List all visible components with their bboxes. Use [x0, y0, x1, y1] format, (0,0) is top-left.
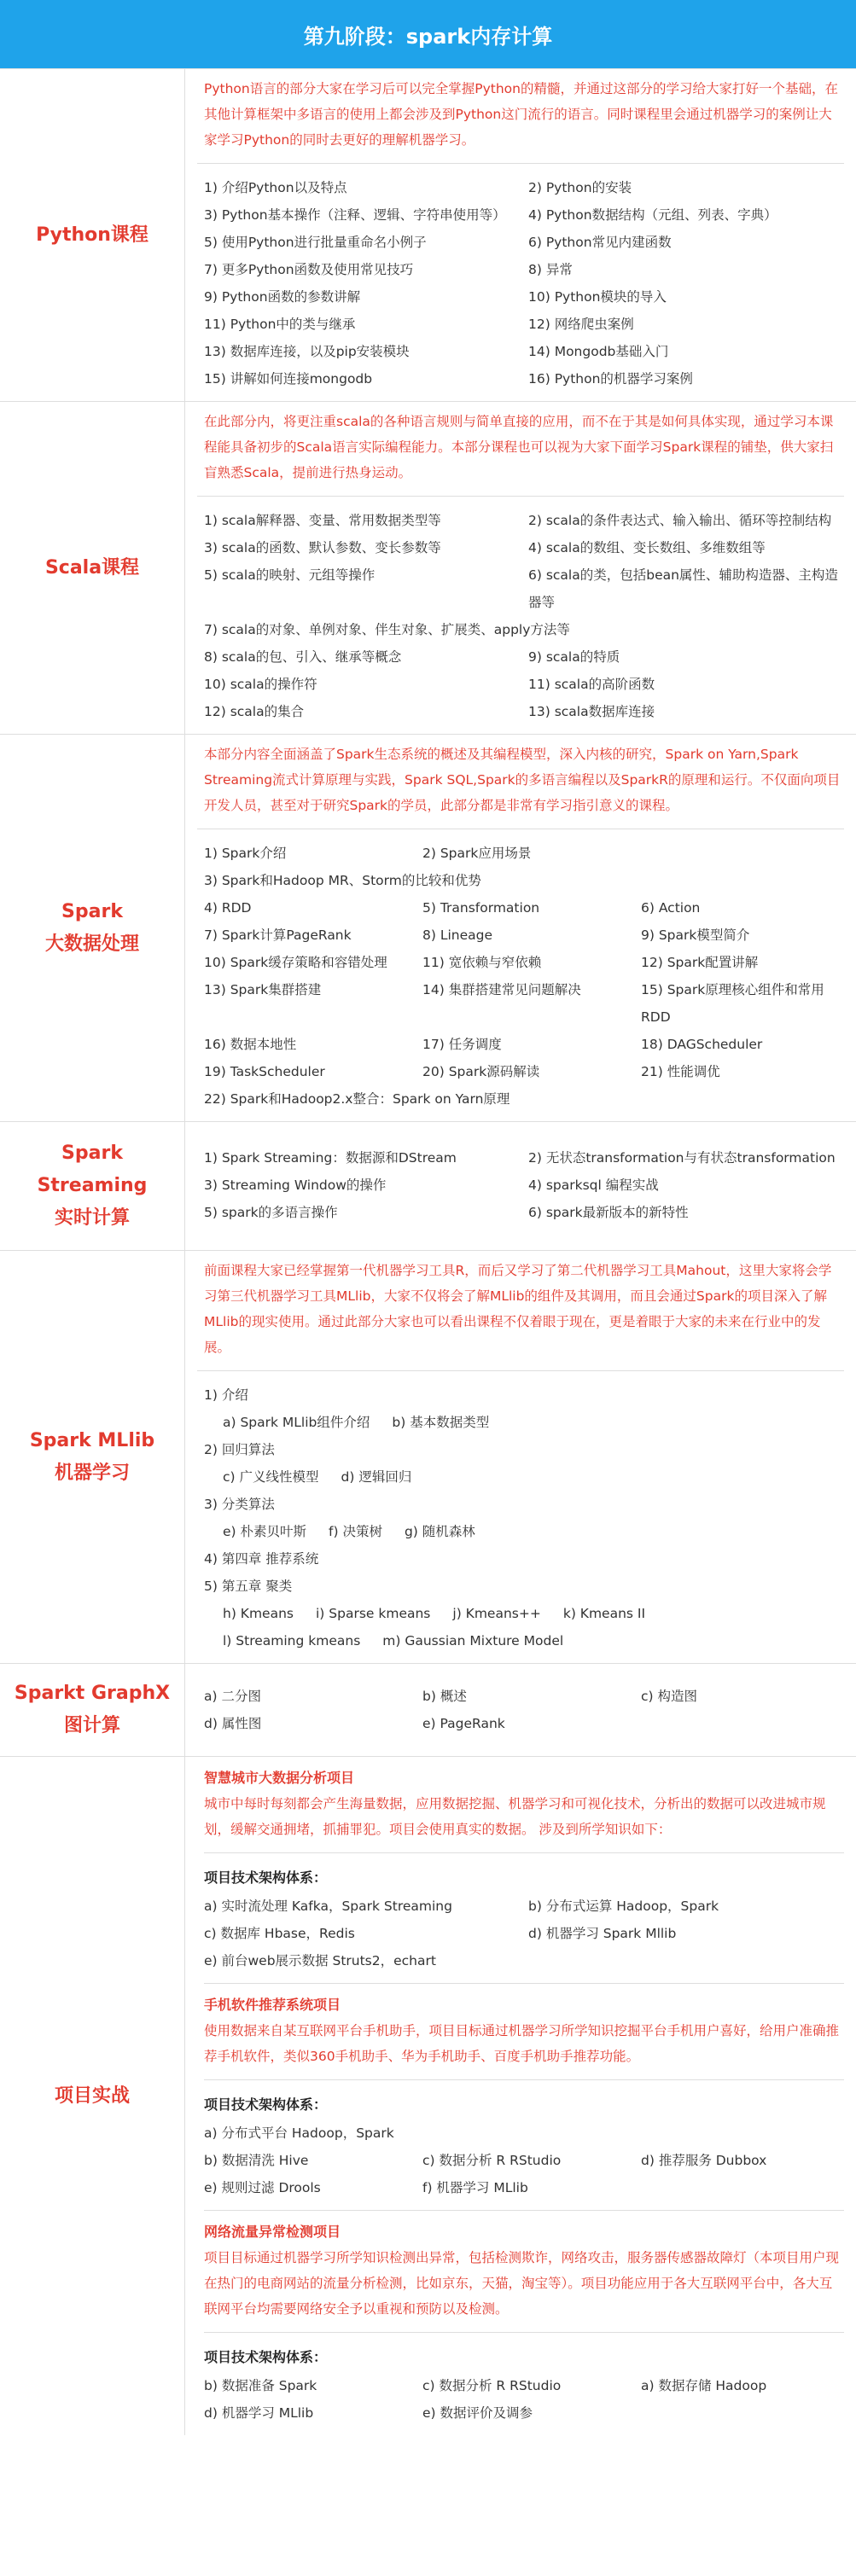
list-item: a) 实时流处理 Kafka，Spark Streaming	[204, 1899, 452, 1914]
section-label: Spark 大数据处理	[44, 900, 139, 955]
project-description: 使用数据来自某互联网平台手机助手，项目目标通过机器学习所学知识挖掘平台手机用户喜好，给用户准确推荐手机软件，类似360手机助手、华为手机助手、百度手机助手推荐功能。	[204, 2018, 844, 2080]
list-item: 2) 回归算法	[204, 1442, 275, 1457]
list-item: e) 规则过滤 Drools	[204, 2180, 321, 2195]
list-item: 8) scala的包、引入、继承等概念	[204, 649, 402, 665]
list-item: 7) 更多Python函数及使用常见技巧	[204, 262, 414, 277]
list-item: 20) Spark源码解读	[422, 1064, 540, 1079]
list-item: 1) scala解释器、变量、常用数据类型等	[204, 513, 441, 528]
list-item: e) PageRank	[422, 1716, 505, 1731]
topic-list	[197, 1664, 844, 1756]
section-spark	[0, 734, 856, 1121]
list-item: c) 数据分析 R RStudio	[422, 2378, 562, 2393]
list-item: 4) sparksql 编程实战	[528, 1178, 659, 1193]
list-item: 4) RDD	[204, 900, 252, 916]
section-mllib	[0, 1250, 856, 1663]
list-item: c) 广义线性模型	[223, 1469, 319, 1485]
section-label: Scala课程	[44, 556, 140, 579]
list-item: 5) spark的多语言操作	[204, 1205, 338, 1220]
list-item: 15) Spark原理核心组件和常用RDD	[641, 982, 824, 1025]
list-item: d) 属性图	[204, 1716, 262, 1731]
list-item: h) Kmeans	[223, 1606, 294, 1621]
section-description: 前面课程大家已经掌握第一代机器学习工具R，而后又学习了第二代机器学习工具Mahout，这里大家将会学习第三代机器学习工具MLlib，大家不仅将会了解MLlib的组件及其调用，而且会通过Spark的项目深入了解MLlib的现实使用。通过此部分大家也可以看出课程不仅着眼于现在，更是着眼于大家的未来在行业中的发展。	[197, 1251, 844, 1371]
list-item: 4) 第四章 推荐系统	[204, 1551, 319, 1567]
project-traffic-anomaly	[197, 2211, 844, 2435]
section-label: 项目实战	[54, 2085, 130, 2107]
list-item: c) 数据库 Hbase，Redis	[204, 1926, 355, 1941]
list-item: 1) Spark Streaming：数据源和DStream	[204, 1150, 457, 1166]
architecture-title: 项目技术架构体系：	[204, 2096, 328, 2113]
list-item: 9) Spark模型简介	[641, 927, 750, 943]
list-item: 10) scala的操作符	[204, 677, 317, 692]
list-item: b) 数据清洗 Hive	[204, 2153, 309, 2168]
list-item: 1) 介绍	[204, 1387, 248, 1403]
stage-header	[0, 0, 856, 68]
list-item: 13) scala数据库连接	[528, 704, 655, 719]
project-app-recommendation	[197, 1984, 844, 2211]
list-item: 7) Spark计算PageRank	[204, 927, 352, 943]
list-item: 16) Python的机器学习案例	[528, 371, 693, 387]
list-item: 16) 数据本地性	[204, 1037, 297, 1052]
project-architecture	[204, 2333, 844, 2435]
list-item: 2) scala的条件表达式、输入输出、循环等控制结构	[528, 513, 832, 528]
list-item: a) 数据存储 Hadoop	[641, 2378, 767, 2393]
list-item: c) 构造图	[641, 1689, 697, 1704]
list-item: 3) Streaming Window的操作	[204, 1178, 387, 1193]
section-python	[0, 68, 856, 401]
list-item: 9) Python函数的参数讲解	[204, 289, 361, 305]
list-item: 12) 网络爬虫案例	[528, 317, 634, 332]
section-scala	[0, 401, 856, 734]
list-item: 3) Python基本操作（注释、逻辑、字符串使用等）	[204, 207, 506, 223]
list-item: 6) Python常见内建函数	[528, 235, 672, 250]
list-item: m) Gaussian Mixture Model	[382, 1633, 564, 1649]
section-label: Spark Streaming 实时计算	[37, 1143, 148, 1229]
section-streaming	[0, 1121, 856, 1250]
list-item: d) 机器学习 MLlib	[204, 2405, 314, 2421]
list-item: 18) DAGScheduler	[641, 1037, 763, 1052]
list-item: 9) scala的特质	[528, 649, 620, 665]
list-item: 13) 数据库连接，以及pip安装模块	[204, 344, 410, 359]
project-description: 项目目标通过机器学习所学知识检测出异常，包括检测欺诈，网络攻击，服务器传感器故障灯（本项目用户现在热门的电商网站的流量分析检测，比如京东，天猫，淘宝等）。项目功能应用于各大互联网平台中，各大互联网平台均需要网络安全予以重视和预防以及检测。	[204, 2245, 844, 2333]
list-item: 2) 无状态transformation与有状态transformation	[528, 1150, 836, 1166]
list-item: f) 机器学习 MLlib	[422, 2180, 528, 2195]
list-item: 17) 任务调度	[422, 1037, 502, 1052]
list-item: b) 概述	[422, 1689, 467, 1704]
list-item: l) Streaming kmeans	[223, 1633, 361, 1649]
list-item: d) 推荐服务 Dubbox	[641, 2153, 767, 2168]
list-item: 6) spark最新版本的新特性	[528, 1205, 689, 1220]
list-item: a) Spark MLlib组件介绍	[223, 1415, 370, 1430]
list-item: 1) 介绍Python以及特点	[204, 180, 347, 195]
list-item: b) 分布式运算 Hadoop，Spark	[528, 1899, 719, 1914]
list-item: 3) scala的函数、默认参数、变长参数等	[204, 540, 441, 555]
list-item: c) 数据分析 R RStudio	[422, 2153, 562, 2168]
topic-list	[197, 829, 844, 1121]
project-title: 手机软件推荐系统项目	[204, 1997, 341, 2013]
section-description: 在此部分内，将更注重scala的各种语言规则与简单直接的应用，而不在于其是如何具体实现，通过学习本课程能具备初步的Scala语言实际编程能力。本部分课程也可以视为大家下面学习Spark课程的铺垫，供大家扫盲熟悉Scala，提前进行热身运动。	[197, 402, 844, 497]
list-item: k) Kmeans II	[562, 1606, 646, 1621]
list-item: g) 随机森林	[404, 1524, 475, 1539]
list-item: 12) scala的集合	[204, 704, 305, 719]
list-item: 3) Spark和Hadoop MR、Storm的比较和优势	[204, 873, 481, 888]
project-smart-city	[197, 1757, 844, 1984]
section-label: Python课程	[36, 224, 148, 246]
list-item: 1) Spark介绍	[204, 846, 287, 861]
list-item: 10) Spark缓存策略和容错处理	[204, 955, 387, 970]
list-item: 5) 使用Python进行批量重命名小例子	[204, 235, 427, 250]
list-item: e) 前台web展示数据 Struts2，echart	[204, 1953, 436, 1968]
list-item: 5) Transformation	[422, 900, 540, 916]
list-item: 22) Spark和Hadoop2.x整合：Spark on Yarn原理	[204, 1091, 510, 1107]
topic-list	[197, 164, 844, 401]
list-item: a) 分布式平台 Hadoop，Spark	[204, 2125, 394, 2141]
list-item: 2) Spark应用场景	[422, 846, 532, 861]
list-item: e) 朴素贝叶斯	[223, 1524, 307, 1539]
project-title: 智慧城市大数据分析项目	[204, 1770, 355, 1786]
list-item: f) 决策树	[329, 1524, 382, 1539]
list-item: 7) scala的对象、单例对象、伴生对象、扩展类、apply方法等	[204, 622, 570, 637]
list-item: 4) scala的数组、变长数组、多维数组等	[528, 540, 766, 555]
list-item: 4) Python数据结构（元组、列表、字典）	[528, 207, 777, 223]
list-item: 19) TaskScheduler	[204, 1064, 325, 1079]
list-item: e) 数据评价及调参	[422, 2405, 533, 2421]
list-item: 8) Lineage	[422, 927, 493, 943]
project-architecture	[204, 2080, 844, 2211]
list-item: 5) scala的映射、元组等操作	[204, 567, 376, 583]
list-item: 6) Action	[641, 900, 701, 916]
list-item: 10) Python模块的导入	[528, 289, 667, 305]
project-architecture	[204, 1853, 844, 1984]
topic-list	[197, 497, 844, 734]
list-item: 14) 集群搭建常见问题解决	[422, 982, 581, 997]
architecture-title: 项目技术架构体系：	[204, 1869, 328, 1886]
section-label: Sparkt GraphX 图计算	[14, 1683, 171, 1736]
list-item: 11) scala的高阶函数	[528, 677, 655, 692]
topic-list	[197, 1371, 844, 1663]
list-item: 2) Python的安装	[528, 180, 632, 195]
list-item: 15) 讲解如何连接mongodb	[204, 371, 373, 387]
list-item: 11) 宽依赖与窄依赖	[422, 955, 542, 970]
list-item: 6) scala的类，包括bean属性、辅助构造器、主构造器等	[528, 567, 838, 610]
section-description: 本部分内容全面涵盖了Spark生态系统的概述及其编程模型，深入内核的研究，Spark on Yarn,Spark Streaming流式计算原理与实践，Spark SQL,Spark的多语言编程以及SparkR的原理和运行。不仅面向项目开发人员，甚至对于研究Spark的学员，此部分都是非常有学习指引意义的课程。	[197, 735, 844, 829]
list-item: j) Kmeans++	[452, 1606, 541, 1621]
list-item: 5) 第五章 聚类	[204, 1579, 293, 1594]
topic-list	[197, 1122, 844, 1248]
list-item: i) Sparse kmeans	[316, 1606, 431, 1621]
list-item: b) 基本数据类型	[392, 1415, 490, 1430]
project-description: 城市中每时每刻都会产生海量数据，应用数据挖掘、机器学习和可视化技术，分析出的数据可以改进城市规划，缓解交通拥堵，抓捕罪犯。项目会使用真实的数据。 涉及到所学知识如下：	[204, 1791, 844, 1853]
project-title: 网络流量异常检测项目	[204, 2224, 341, 2240]
list-item: 13) Spark集群搭建	[204, 982, 322, 997]
list-item: 14) Mongodb基础入门	[528, 344, 669, 359]
list-item: 21) 性能调优	[641, 1064, 720, 1079]
stage-title: 第九阶段：spark内存计算	[303, 24, 553, 49]
list-item: b) 数据准备 Spark	[204, 2378, 317, 2393]
list-item: 3) 分类算法	[204, 1497, 275, 1512]
section-label: Spark MLlib 机器学习	[29, 1429, 155, 1484]
list-item: a) 二分图	[204, 1689, 261, 1704]
list-item: d) 机器学习 Spark Mllib	[528, 1926, 677, 1941]
architecture-title: 项目技术架构体系：	[204, 2349, 328, 2365]
section-graphx	[0, 1663, 856, 1756]
list-item: 8) 异常	[528, 262, 573, 277]
section-projects	[0, 1756, 856, 2435]
list-item: 12) Spark配置讲解	[641, 955, 759, 970]
list-item: 11) Python中的类与继承	[204, 317, 356, 332]
section-description: Python语言的部分大家在学习后可以完全掌握Python的精髓，并通过这部分的学习给大家打好一个基础，在其他计算框架中多语言的使用上都会涉及到Python这门流行的语言。同时课程里会通过机器学习的案例让大家学习Python的同时去更好的理解机器学习。	[197, 69, 844, 164]
list-item: d) 逻辑回归	[341, 1469, 412, 1485]
